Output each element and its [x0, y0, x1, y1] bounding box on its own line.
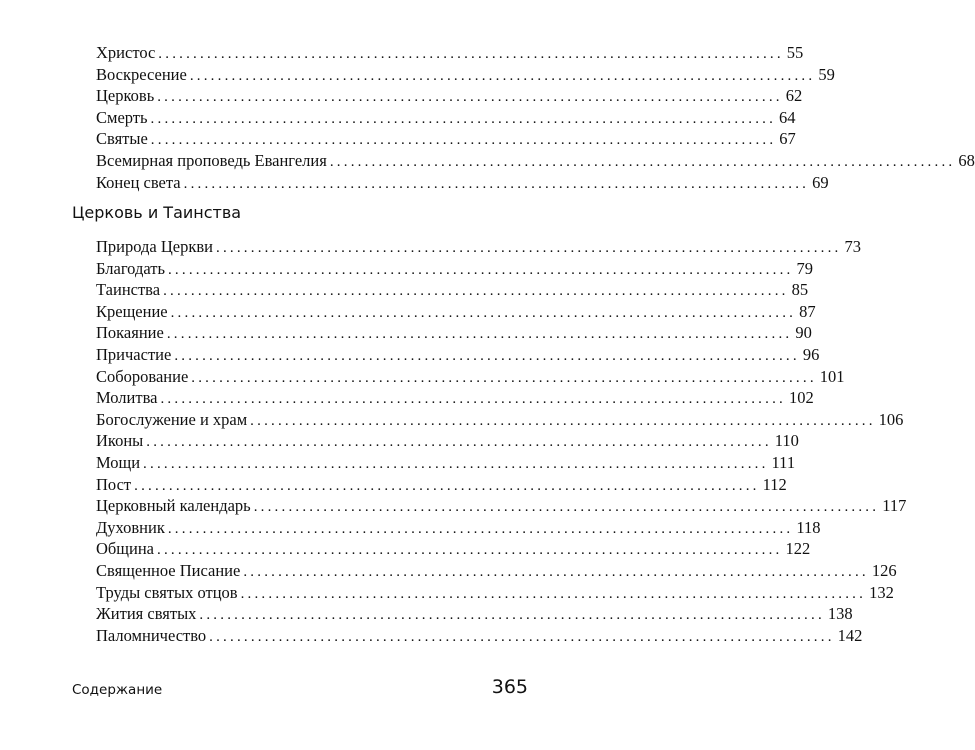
toc-entry: [96, 42, 804, 64]
toc-entry: [96, 128, 796, 150]
entry-page-number: 55: [786, 43, 804, 62]
dot-leader: ..........................................................................................: [189, 67, 816, 84]
entry-page-number: 106: [878, 409, 904, 429]
toc-entry: [96, 85, 803, 107]
entry-title: Богослужение и храм: [96, 409, 248, 429]
dot-leader: ..........................................................................................: [143, 455, 769, 472]
entry-page-number: 132: [869, 582, 894, 602]
toc-entry: [96, 301, 816, 323]
entry-title: Пост: [96, 474, 132, 494]
toc-entry: [96, 64, 835, 86]
dot-leader: ..........................................................................................: [157, 89, 783, 106]
entry-page-number: 122: [785, 539, 811, 559]
dot-leader: ..........................................................................................: [199, 607, 825, 624]
entry-page-number: 59: [818, 64, 835, 84]
dot-leader: ..........................................................................................: [174, 347, 800, 364]
toc-entry: [96, 517, 821, 539]
toc-entry: [96, 430, 799, 452]
dot-leader: ..........................................................................................: [209, 628, 835, 645]
entry-title: Труды святых отцов: [96, 582, 238, 602]
entry-title: Иконы: [96, 431, 144, 451]
toc-group-1: [96, 42, 975, 193]
entry-page-number: 138: [827, 604, 853, 624]
entry-page-number: 142: [837, 625, 863, 645]
toc-entry: [96, 582, 894, 604]
entry-page-number: 110: [774, 431, 799, 451]
dot-leader: ..........................................................................................: [150, 132, 777, 149]
entry-title: Крещение: [96, 301, 168, 321]
toc-entry: [96, 366, 845, 388]
dot-leader: ..........................................................................................: [167, 261, 794, 278]
dot-leader: ..........................................................................................: [243, 563, 869, 580]
entry-page-number: 101: [819, 366, 845, 386]
entry-page-number: 64: [779, 107, 796, 127]
dot-leader: ..........................................................................................: [240, 585, 867, 602]
dot-leader: ..........................................................................................: [183, 175, 810, 192]
entry-title: Христос: [96, 43, 156, 62]
entry-page-number: 87: [799, 301, 816, 321]
entry-title: Таинства: [96, 280, 161, 300]
dot-leader: ..........................................................................................: [160, 391, 786, 408]
entry-page-number: 67: [779, 129, 796, 149]
entry-title: Духовник: [96, 517, 165, 537]
toc-entry: [96, 172, 829, 194]
entry-title: Община: [96, 539, 154, 559]
entry-title: Священное Писание: [96, 560, 241, 580]
entry-page-number: 68: [958, 150, 975, 170]
entry-page-number: 69: [812, 172, 829, 192]
entry-title: Жития святых: [96, 604, 197, 624]
entry-title: Молитва: [96, 388, 158, 408]
dot-leader: ..........................................................................................: [163, 283, 789, 300]
entry-title: Мощи: [96, 452, 141, 472]
dot-leader: ..........................................................................................: [216, 240, 842, 256]
entry-page-number: 90: [795, 323, 812, 343]
toc-entry: [96, 279, 809, 301]
entry-title: Церковный календарь: [96, 496, 251, 516]
section-heading: Церковь и Таинства: [72, 203, 242, 222]
entry-title: Соборование: [96, 366, 189, 386]
dot-leader: ..........................................................................................: [329, 153, 956, 170]
toc-group-2: [96, 236, 907, 646]
toc-entry: [96, 474, 787, 496]
dot-leader: ..........................................................................................: [134, 477, 760, 494]
toc-entry: [96, 452, 796, 474]
toc-entry: [96, 107, 796, 129]
entry-page-number: 96: [802, 344, 820, 364]
footer-label: Содержание: [72, 682, 163, 698]
page-number: 365: [491, 676, 528, 698]
entry-title: Воскресение: [96, 64, 187, 84]
entry-title: Благодать: [96, 258, 165, 278]
entry-title: Смерть: [96, 107, 148, 127]
entry-page-number: 85: [791, 280, 809, 300]
entry-title: Святые: [96, 129, 148, 149]
entry-page-number: 62: [785, 86, 803, 106]
entry-page-number: 102: [788, 388, 814, 408]
toc-entry: [96, 538, 811, 560]
dot-leader: ..........................................................................................: [167, 520, 794, 537]
toc-entry: [96, 344, 820, 366]
entry-title: Причастие: [96, 344, 172, 364]
toc-entry: [96, 409, 904, 431]
dot-leader: ..........................................................................................: [158, 46, 784, 62]
entry-title: Всемирная проповедь Евангелия: [96, 150, 327, 170]
dot-leader: ..........................................................................................: [150, 110, 777, 127]
toc-entry: [96, 322, 812, 344]
dot-leader: ..........................................................................................: [146, 434, 772, 451]
dot-leader: ..........................................................................................: [170, 304, 797, 321]
toc-entry: [96, 495, 907, 517]
toc-entry: [96, 625, 863, 647]
entry-page-number: 112: [762, 474, 787, 494]
toc-entry: [96, 603, 853, 625]
toc-entry: [96, 560, 897, 582]
entry-page-number: 73: [844, 237, 861, 256]
entry-page-number: 117: [882, 496, 907, 516]
dot-leader: ..........................................................................................: [253, 499, 880, 516]
entry-page-number: 111: [771, 452, 796, 472]
entry-title: Природа Церкви: [96, 237, 213, 256]
entry-title: Конец света: [96, 172, 181, 192]
entry-title: Покаяние: [96, 323, 164, 343]
dot-leader: ..........................................................................................: [166, 326, 793, 343]
entry-page-number: 79: [796, 258, 813, 278]
entry-title: Церковь: [96, 86, 155, 106]
toc-entry: [96, 387, 814, 409]
toc-entry: [96, 236, 861, 258]
dot-leader: ..........................................................................................: [250, 412, 876, 429]
dot-leader: ..........................................................................................: [191, 369, 817, 386]
entry-page-number: 126: [871, 560, 897, 580]
dot-leader: ..........................................................................................: [157, 542, 783, 559]
entry-page-number: 118: [796, 517, 821, 537]
toc-entry: [96, 150, 975, 172]
entry-title: Паломничество: [96, 625, 207, 645]
toc-entry: [96, 258, 813, 280]
